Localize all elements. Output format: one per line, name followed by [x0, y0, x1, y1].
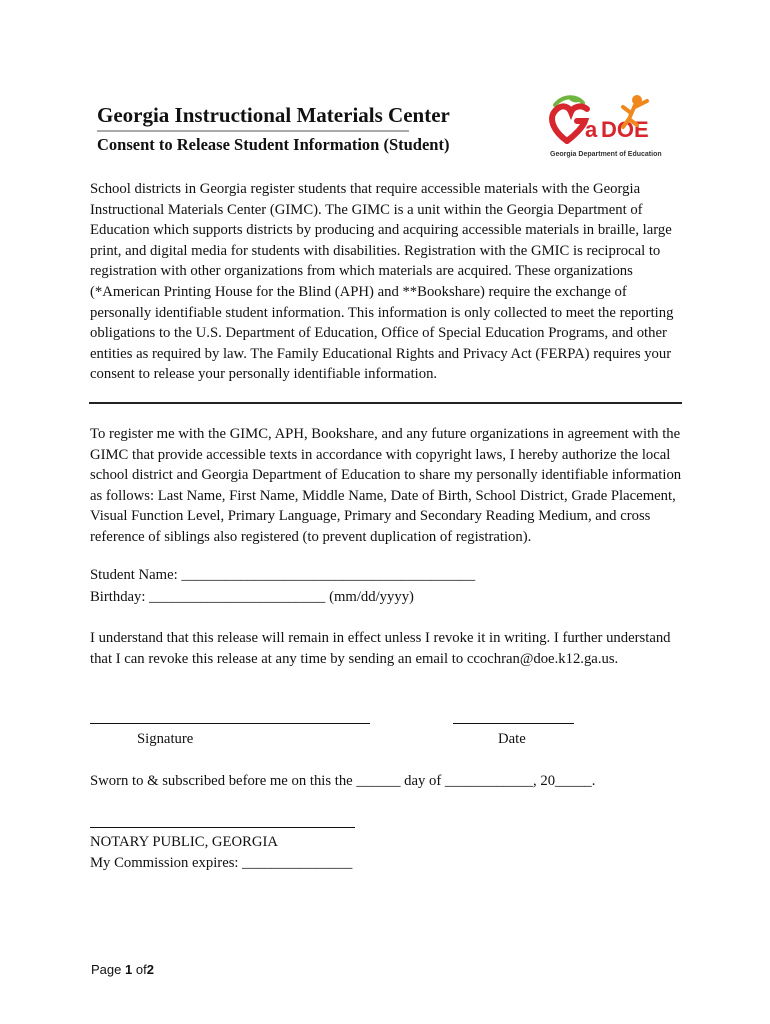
title-underline — [97, 130, 409, 132]
birthday-field: Birthday: ________________________ (mm/dd/yyyy) — [90, 589, 414, 605]
signature-label: Signature — [137, 731, 194, 747]
student-name-field: Student Name: ________________________________________ — [90, 567, 476, 583]
notary-commission: My Commission expires: _______________ — [90, 855, 353, 871]
date-line — [453, 723, 574, 724]
logo-tagline: Georgia Department of Education — [550, 151, 662, 158]
logo-wordmark-a: a — [585, 117, 598, 142]
page-footer — [91, 962, 154, 977]
notary-signature-line — [90, 827, 355, 828]
footer-of-word: of — [135, 962, 147, 977]
document-subtitle: Consent to Release Student Information (Student) — [97, 135, 450, 154]
document-title: Georgia Instructional Materials Center — [97, 103, 450, 127]
revoke-paragraph: I understand that this release will remain in effect unless I revoke it in writing. I further understand that I can revoke this release at any time by sending an email to ccochran@doe.k12.ga.us. — [90, 630, 671, 667]
notary-title: NOTARY PUBLIC, GEORGIA — [90, 834, 278, 850]
gadoe-logo-graphic — [545, 93, 675, 163]
footer-page-number: 1 — [125, 962, 133, 977]
authorization-paragraph: To register me with the GIMC, APH, Bookshare, and any future organizations in agreement with the GIMC that provide accessible texts in accordance with copyright laws, I hereby authorize the local school district and Georgia Department of Education to share my personally identifiable information as follows: Last Name, First Name, Middle Name, Date of Birth, School District, Grade Placement, Visual Function Level, Primary Language, Primary and Secondary Reading Medium, and cross reference of siblings also registered (to prevent duplication of registration). — [90, 426, 682, 545]
footer-page-word: Page — [91, 962, 122, 977]
sworn-line: Sworn to & subscribed before me on this the ______ day of ____________, 20_____. — [90, 773, 596, 789]
intro-paragraph: School districts in Georgia register students that require accessible materials with the Georgia Instructional Materials Center (GIMC). The GIMC is a unit within the Georgia Department of Education which supports districts by producing and acquiring accessible materials in braille, large print, and digital media for students with disabilities. Registration with the GMIC is reciprocal to registration with other organizations from which materials are acquired. These organizations (*American Printing House for the Blind (APH) and **Bookshare) require the exchange of personally identifiable student information. This information is only collected to meet the reporting obligations to the U.S. Department of Education, Office of Special Education Programs, and other entities as required by law. The Family Educational Rights and Privacy Act (FERPA) requires your consent to release your personally identifiable information. — [90, 181, 674, 383]
signature-line — [90, 723, 370, 724]
footer-page-total: 2 — [146, 962, 154, 977]
gadoe-logo — [545, 93, 675, 163]
section-divider — [89, 402, 682, 404]
logo-wordmark-doe: DOE — [601, 117, 649, 142]
date-label: Date — [498, 731, 526, 747]
